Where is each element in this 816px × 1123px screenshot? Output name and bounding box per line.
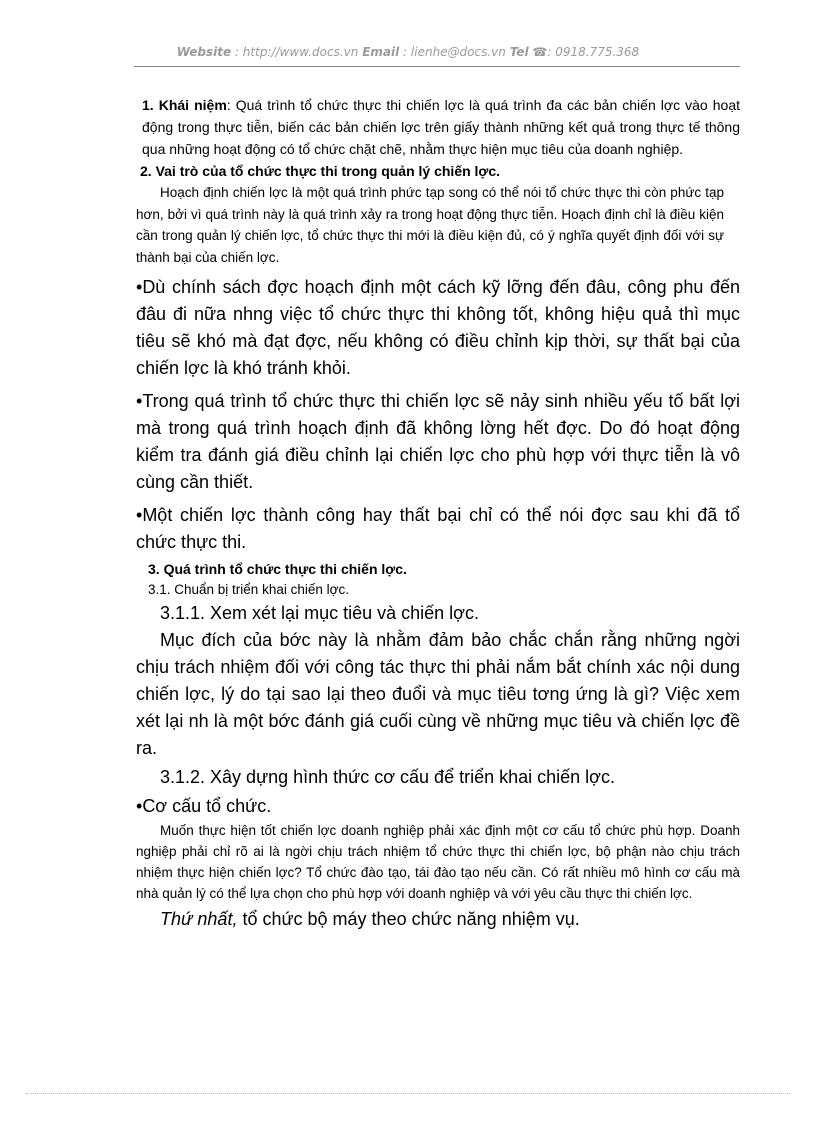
footer-divider xyxy=(26,1093,790,1094)
process-heading: 3. Quá trình tổ chức thực thi chiến lợc. xyxy=(148,561,407,577)
bullet-text-2: Trong quá trình tổ chức thực thi chiến lợc sẽ nảy sinh nhiều yếu tố bất lợi mà trong quá trình hoạch định đã không lờng hết đợc. Do đó hoạt động kiểm tra đánh giá điều chỉnh lại chiến lợc cho phù hợp với thực tiễn là vô cùng cần thiết. xyxy=(136,391,740,492)
role-paragraph: Hoạch định chiến lợc là một quá trình phức tạp song có thể nói tổ chức thực thi còn phức tạp hơn, bởi vì quá trình này là quá trình xảy ra trong hoạt động thực tiễn. Hoạch định chỉ là điều kiện cần trong quản lý chiến lợc, tổ chức thực thi mới là điều kiện đủ, có ý nghĩa quyết định đối với sự thành bại của chiến lợc. xyxy=(136,185,724,265)
bullet-text-4: Cơ cấu tổ chức. xyxy=(142,796,272,816)
website-label: Website xyxy=(176,45,232,59)
bullet-icon: • xyxy=(136,391,143,411)
document-body xyxy=(136,94,740,951)
tel-value: ☎: 0918.775.368 xyxy=(528,45,640,59)
first-item-paragraph xyxy=(160,906,740,933)
bullet-icon: • xyxy=(136,796,143,816)
subsection-3-1-1: 3.1.1. Xem xét lại mục tiêu và chiến lợc. xyxy=(160,603,479,623)
header-divider xyxy=(134,66,740,67)
email-label: Email xyxy=(362,45,400,59)
concept-title: Khái niệm xyxy=(158,97,227,113)
concept-paragraph xyxy=(136,94,740,160)
bullet-icon: • xyxy=(136,505,143,525)
bullet-icon: • xyxy=(136,277,143,297)
role-heading: 2. Vai trò của tổ chức thực thi trong quản lý chiến lợc. xyxy=(140,163,501,179)
first-text: tổ chức bộ máy theo chức năng nhiệm vụ. xyxy=(237,909,580,929)
bullet-paragraph-4 xyxy=(136,793,740,820)
purpose-paragraph: Mục đích của bớc này là nhằm đảm bảo chắc chắn rằng những ngời chịu trách nhiệm đối với công tác thực thi phải nắm bắt chính xác nội dung chiến lợc, lý do tại sao lại theo đuổi và mục tiêu tơng ứng là gì? Việc xem xét lại nh là một bớc đánh giá cuối cùng về những mục tiêu và chiến lợc đề ra. xyxy=(136,630,740,758)
concept-num: 1. xyxy=(142,97,154,113)
concept-text: : Quá trình tổ chức thực thi chiến lợc là quá trình đa các bản chiến lợc vào hoạt động trong thực tiễn, biến các bản chiến lợc trên giấy thành những kết quả trong thực tế thông qua những hoạt động có tổ chức chặt chẽ, nhằm thực hiện mục tiêu của doanh nghiệp. xyxy=(142,97,740,157)
subsection-3-1: 3.1. Chuẩn bị triển khai chiến lợc. xyxy=(148,582,349,597)
page-header xyxy=(0,45,816,59)
website-value: : http://www.docs.vn xyxy=(231,45,363,59)
tel-label: Tel xyxy=(509,45,529,59)
bullet-paragraph-2 xyxy=(136,388,740,496)
bullet-paragraph-1 xyxy=(136,274,740,382)
bullet-text-1: Dù chính sách đợc hoạch định một cách kỹ lỡng đến đâu, công phu đến đâu đi nữa nhng việc tổ chức thực thi không tốt, không hiệu quả thì mục tiêu sẽ khó mà đạt đợc, nếu không có điều chỉnh kịp thời, sự thất bại của chiến lợc là khó tránh khỏi. xyxy=(136,277,740,378)
email-value: : lienhe@docs.vn xyxy=(399,45,510,59)
structure-paragraph: Muốn thực hiện tốt chiến lợc doanh nghiệp phải xác định một cơ cấu tổ chức phù hợp. Doanh nghiệp phải chỉ rõ ai là ngời chịu trách nhiệm tổ chức thực thi chiến lợc, bộ phận nào chịu trách nhiệm thực hiện chiến lợc? Tổ chức đào tạo, tái đào tạo nếu cần. Có rất nhiều mô hình cơ cấu mà nhà quản lý có thể lựa chọn cho phù hợp với doanh nghiệp và với yêu cầu thực thi chiến lợc. xyxy=(136,823,740,901)
subsection-3-1-2: 3.1.2. Xây dựng hình thức cơ cấu để triển khai chiến lợc. xyxy=(160,767,615,787)
first-label: Thứ nhất, xyxy=(160,909,238,929)
bullet-paragraph-3 xyxy=(136,502,740,556)
bullet-text-3: Một chiến lợc thành công hay thất bại chỉ có thể nói đợc sau khi đã tổ chức thực thi. xyxy=(136,505,740,552)
